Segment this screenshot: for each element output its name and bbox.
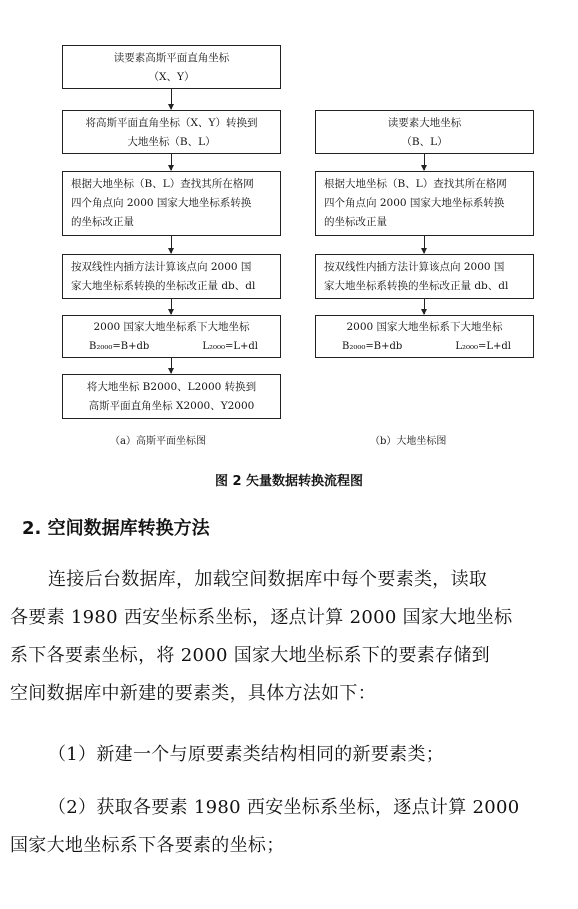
arrow-down — [171, 236, 172, 253]
left-box-3 — [62, 171, 281, 236]
left-box-4 — [62, 254, 281, 299]
box-line: 家大地坐标系转换的坐标改正量 db、dl — [324, 280, 509, 292]
formula-row — [63, 337, 280, 356]
box-line: 四个角点向 2000 国家大地坐标系转换 — [324, 197, 505, 209]
right-box-4 — [315, 315, 534, 358]
box-line: 的坐标改正量 — [71, 216, 134, 228]
formula-b: B₂₀₀₀=B+db — [342, 341, 403, 352]
arrow-down — [424, 299, 425, 314]
box-line: 家大地坐标系转换的坐标改正量 db、dl — [71, 280, 256, 292]
arrow-down — [424, 154, 425, 170]
paragraph-line: 连接后台数据库，加载空间数据库中每个要素类，读取 — [48, 569, 488, 590]
paragraph — [10, 789, 570, 865]
arrow-down — [171, 299, 172, 314]
right-box-2 — [315, 171, 534, 236]
box-line: 的坐标改正量 — [324, 216, 387, 228]
box-line: 2000 国家大地坐标系下大地坐标 — [346, 321, 503, 333]
figure-caption: 图 2 矢量数据转换流程图 — [214, 474, 364, 489]
left-box-1 — [62, 45, 281, 89]
box-line: 读要素大地坐标 — [387, 117, 462, 129]
section-heading: 2. 空间数据库转换方法 — [22, 518, 210, 539]
formula-l: L₂₀₀₀=L+dl — [455, 341, 511, 352]
arrow-down — [171, 358, 172, 373]
arrow-down — [424, 236, 425, 253]
formula-b: B₂₀₀₀=B+db — [89, 341, 150, 352]
box-line: （X、Y） — [148, 71, 195, 83]
paragraph-line: 空间数据库中新建的要素类，具体方法如下： — [10, 683, 376, 704]
paragraph-line: （2）获取各要素 1980 西安坐标系坐标，逐点计算 2000 — [48, 797, 520, 818]
right-box-3 — [315, 254, 534, 299]
paragraph — [10, 736, 570, 774]
sub-caption-a: （a）高斯平面坐标图 — [110, 436, 206, 447]
left-box-5 — [62, 315, 281, 358]
box-line: 将大地坐标 B2000、L2000 转换到 — [86, 381, 257, 393]
sub-caption-b: （b）大地坐标图 — [370, 436, 447, 447]
box-line: 将高斯平面直角坐标（X、Y）转换到 — [85, 117, 258, 129]
paragraph-line: 系下各要素坐标，将 2000 国家大地坐标系下的要素存储到 — [10, 645, 490, 666]
paragraph-line: 各要素 1980 西安坐标系坐标，逐点计算 2000 国家大地坐标 — [10, 607, 513, 628]
paragraph-line: （1）新建一个与原要素类结构相同的新要素类； — [48, 744, 445, 765]
box-line: 2000 国家大地坐标系下大地坐标 — [93, 321, 250, 333]
formula-row — [316, 337, 533, 356]
right-box-1 — [315, 110, 534, 154]
box-line: 读要素高斯平面直角坐标 — [113, 52, 230, 64]
box-line: 四个角点向 2000 国家大地坐标系转换 — [71, 197, 252, 209]
box-line: 高斯平面直角坐标 X2000、Y2000 — [88, 400, 255, 412]
box-line: 根据大地坐标（B、L）查找其所在格网 — [71, 178, 254, 190]
left-box-6 — [62, 374, 281, 419]
arrow-down — [171, 154, 172, 170]
box-line: 根据大地坐标（B、L）查找其所在格网 — [324, 178, 507, 190]
paragraph — [10, 561, 570, 713]
paragraph-line: 国家大地坐标系下各要素的坐标； — [10, 835, 285, 856]
formula-l: L₂₀₀₀=L+dl — [202, 341, 258, 352]
arrow-down — [171, 89, 172, 109]
box-line: （B、L） — [401, 136, 448, 148]
box-line: 按双线性内插方法计算该点向 2000 国 — [324, 261, 505, 273]
box-line: 按双线性内插方法计算该点向 2000 国 — [71, 261, 252, 273]
left-box-2 — [62, 110, 281, 154]
box-line: 大地坐标（B、L） — [127, 136, 216, 148]
